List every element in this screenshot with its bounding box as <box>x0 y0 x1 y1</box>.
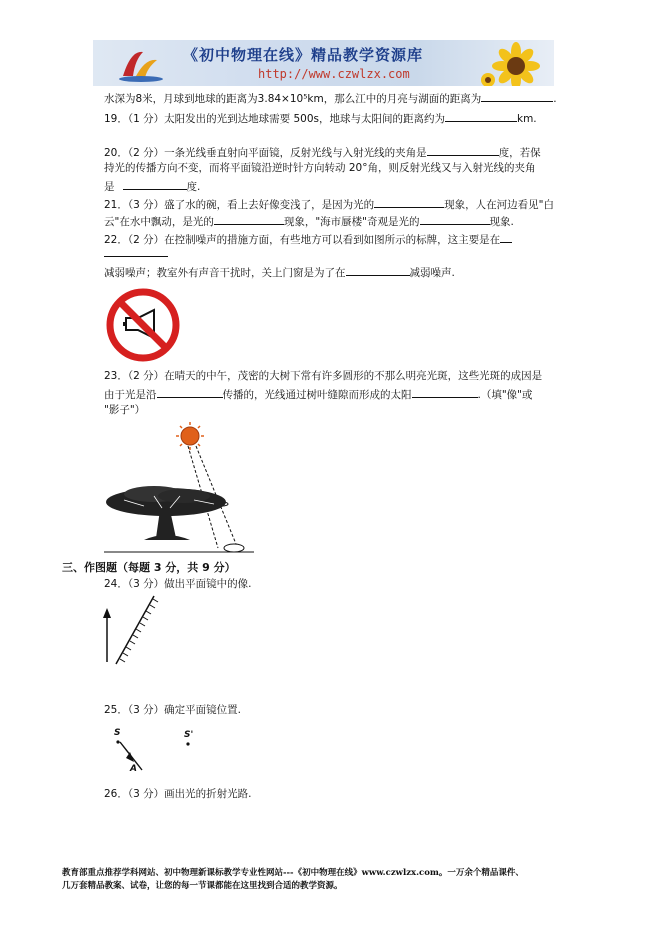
answer-blank[interactable] <box>420 213 490 225</box>
question-20-line3: 是 度. <box>104 178 200 194</box>
sun-icon <box>176 422 204 450</box>
tree-sunlight-figure <box>104 420 254 555</box>
text-line: 水深为8米，月球到地球的距离为3.84×10⁵km，那么江中的月亮与湖面的距离为 . <box>104 90 557 106</box>
question-22: 22．（2 分）在控制噪声的措施方面，有些地方可以看到如图所示的标牌，这主要是在 <box>104 231 512 247</box>
answer-blank[interactable] <box>374 196 444 208</box>
question-20-line2: 持光的传播方向不变，而将平面镜沿逆时针方向转动 20°角，则反射光线又与入射光线的夹角 <box>104 162 536 174</box>
footer-line: 几万套精品教案、试卷，让您的每一节课都能在这里找到合适的教学资源。 <box>62 881 343 891</box>
question-22-line3: 减弱噪声；教室外有声音干扰时，关上门窗是为了在 减弱噪声. <box>104 264 455 280</box>
answer-blank[interactable] <box>346 264 410 276</box>
question-24: 24．（3 分）做出平面镜中的像. <box>104 578 252 590</box>
mirror-image-figure <box>96 594 166 666</box>
answer-blank[interactable] <box>481 90 553 102</box>
no-horn-sign-icon <box>104 286 182 364</box>
light-ray-icon <box>110 722 210 777</box>
question-25: 25．（3 分）确定平面镜位置. <box>104 704 241 716</box>
answer-blank[interactable] <box>157 386 223 398</box>
point-label: A <box>130 764 137 774</box>
answer-blank[interactable] <box>214 213 284 225</box>
sunflower-icon <box>478 40 554 86</box>
arrow-object-icon <box>103 608 111 662</box>
answer-blank[interactable] <box>412 386 478 398</box>
question-26: 26．（3 分）画出光的折射光路. <box>104 788 252 800</box>
site-logo-icon <box>113 44 165 82</box>
banner-url[interactable]: http://www.czwlzx.com <box>258 67 410 81</box>
header-banner <box>93 40 554 86</box>
question-23: 23．（2 分）在晴天的中午，茂密的大树下常有许多圆形的不那么明亮光斑，这些光斑的成因是 <box>104 370 543 382</box>
section-title: 三、作图题（每题 3 分，共 9 分） <box>62 561 236 574</box>
question-19: 19．（1 分）太阳发出的光到达地球需要 500s，地球与太阳间的距离约为 km. <box>104 110 537 126</box>
answer-blank[interactable] <box>500 231 512 243</box>
question-21-line2: 云"在水中飘动，是光的 现象，"海市蜃楼"奇观是光的 现象. <box>104 213 514 229</box>
answer-blank[interactable] <box>427 144 499 156</box>
tree-icon <box>106 486 226 540</box>
question-20: 20．（2 分）一条光线垂直射向平面镜，反射光线与入射光线的夹角是 度，若保 <box>104 144 541 160</box>
plane-mirror-icon <box>116 596 158 664</box>
point-label: S' <box>184 730 194 740</box>
answer-blank[interactable] <box>123 178 187 190</box>
question-23-line3: "影子"） <box>104 404 146 416</box>
question-23-line2: 由于光是沿 传播的，光线通过树叶缝隙而形成的太阳 .（填"像"或 <box>104 386 533 402</box>
footer-line: 教育部重点推荐学科网站、初中物理新课标教学专业性网站---《初中物理在线》www.czwlzx.com。一万余个精品课件、 <box>62 868 524 878</box>
answer-blank[interactable] <box>104 256 168 257</box>
mirror-position-figure <box>110 722 210 777</box>
answer-blank[interactable] <box>445 110 517 122</box>
point-label: S <box>114 728 121 738</box>
banner-title: 《初中物理在线》精品教学资源库 <box>183 46 424 64</box>
question-21: 21．（3 分）盛了水的碗，看上去好像变浅了，是因为光的 现象，人在河边看见"白 <box>104 196 554 212</box>
